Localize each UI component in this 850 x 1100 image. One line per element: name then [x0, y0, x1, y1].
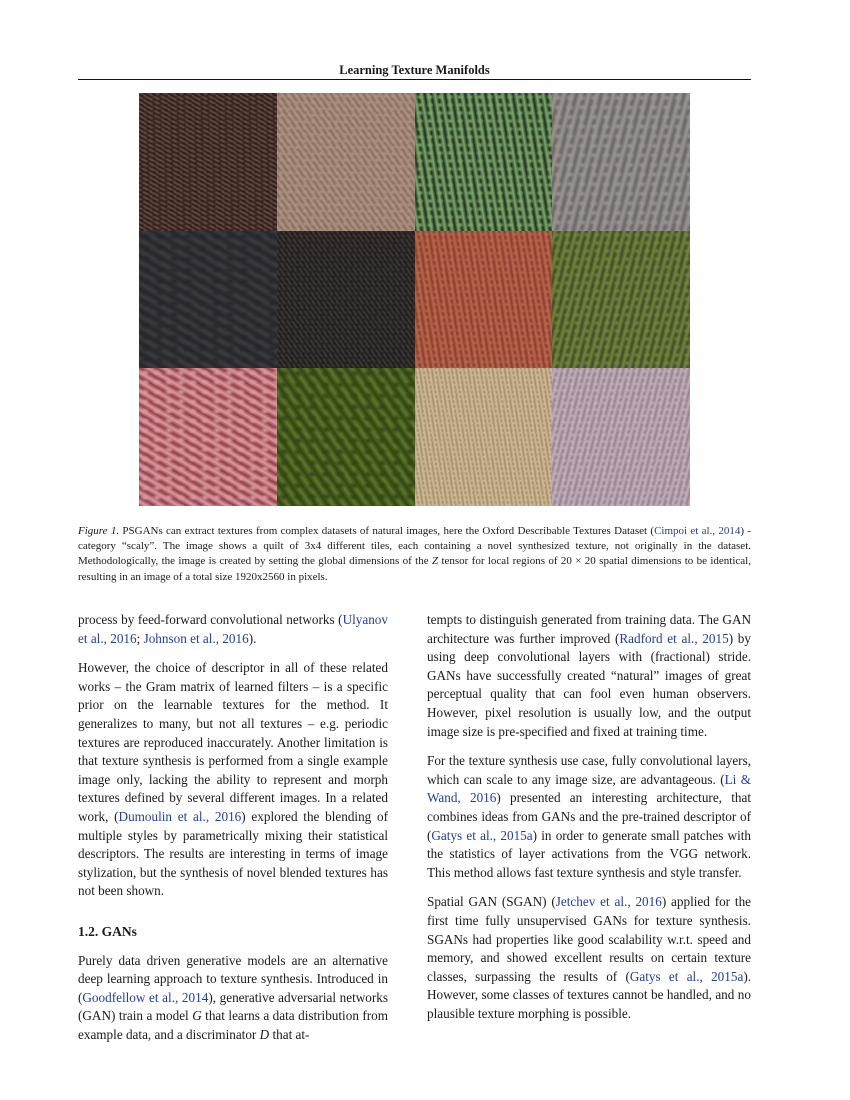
citation-link[interactable]: Goodfellow et al., 2014: [82, 989, 209, 1005]
paragraph: tempts to distinguish generated from training data. The GAN architecture was further improved (Radford et al., 2015) by using deep convolutional layers with (fractional) stride. GANs have successfully created “natural” images of great perceptual quality that can fool even human observers. However, pixel resolution is usually low, and the output image size is pre-specified and fixed at training time.: [427, 612, 751, 739]
caption-text: ) - category “scaly”. The image shows a quilt of 3x4 different tiles, each containing a novel synthesized texture, not originally in the dataset. Methodologically, the image is created by setting the global dimensions of the: [78, 525, 752, 568]
paragraph: Purely data driven generative models are an alternative deep learning approach to texture synthesis. Introduced in (Goodfellow et al., 2014), generative adversarial networks (GAN) train a model G that learns a data distribution from example data, and a discriminator D that at-: [78, 952, 389, 1042]
math-symbol: D: [259, 1026, 270, 1042]
texture-tile: [277, 368, 415, 506]
citation-link[interactable]: Johnson et al., 2016: [143, 630, 249, 646]
texture-tile: [415, 368, 553, 506]
citation-link[interactable]: Ulyanov et al., 2016: [78, 612, 388, 646]
header-rule: [78, 79, 751, 80]
caption-text: PSGANs can extract textures from complex datasets of natural images, here the Oxford Describable Textures Dataset (: [119, 525, 655, 537]
citation-link[interactable]: Gatys et al., 2015a: [629, 968, 744, 984]
citation-link[interactable]: Radford et al., 2015: [619, 630, 729, 646]
caption-text: tensor for local regions of 20 × 20 spatial dimensions to be identical, resulting in an image of a total size 1920x2560 in pixels.: [78, 555, 751, 583]
paragraph: However, the choice of descriptor in all of these related works – the Gram matrix of learned filters – is a specific prior on the learnable textures for the method. It generalizes to many, but not all textures – e.g. periodic textures are reproduced inaccurately. Another limitation is that texture synthesis is performed from a single example image only, lacking the ability to represent and morph textures defined by several different images. In a related work, (Dumoulin et al., 2016) explored the blending of multiple styles by parametrically mixing their statistical descriptors. The results are interesting in terms of image stylization, but the synthesis of novel blended textures has not been shown.: [78, 660, 389, 899]
texture-quilt-figure: [139, 93, 690, 506]
section-heading: 1.2. GANs: [78, 923, 137, 939]
citation-link[interactable]: Gatys et al., 2015a: [431, 827, 533, 843]
texture-tile: [415, 93, 553, 231]
texture-tile: [277, 231, 415, 369]
figure-caption: [78, 524, 751, 585]
paragraph: Spatial GAN (SGAN) (Jetchev et al., 2016) applied for the first time fully unsupervised GANs for texture synthesis. SGANs had properties like good scalability w.r.t. speed and memory, and showed excellent results on certain texture classes, surpassing the results of (Gatys et al., 2015a). However, some classes of textures cannot be handled, and no plausible texture morphing is possible.: [427, 894, 752, 1021]
figure-label: Figure 1.: [78, 525, 120, 537]
texture-tile: [277, 93, 415, 231]
citation-link[interactable]: Dumoulin et al., 2016: [118, 808, 242, 824]
left-column: [78, 611, 388, 1055]
texture-tile: [552, 231, 690, 369]
texture-tile: [415, 231, 553, 369]
math-symbol: G: [192, 1008, 202, 1024]
citation-link[interactable]: Cimpoi et al., 2014: [654, 525, 741, 537]
right-column: [427, 611, 751, 1034]
texture-tile: [139, 368, 277, 506]
paragraph: For the texture synthesis use case, fully convolutional layers, which can scale to any image size, are advantageous. (Li & Wand, 2016) presented an interesting architecture, that combines ideas from GANs and the pre-trained descriptor of (Gatys et al., 2015a) in order to generate small patches with the statistics of layer activations from the VGG network. This method allows fast texture synthesis and style transfer.: [427, 753, 751, 880]
citation-link[interactable]: Jetchev et al., 2016: [555, 894, 662, 910]
texture-tile: [139, 231, 277, 369]
texture-tile: [552, 93, 690, 231]
paragraph: process by feed-forward convolutional networks (Ulyanov et al., 2016; Johnson et al., 2016).: [78, 612, 388, 646]
texture-tile: [552, 368, 690, 506]
citation-link[interactable]: Li & Wand, 2016: [427, 771, 751, 806]
math-symbol: Z: [431, 555, 439, 568]
running-title: Learning Texture Manifolds: [339, 63, 490, 77]
texture-tile: [139, 93, 277, 231]
